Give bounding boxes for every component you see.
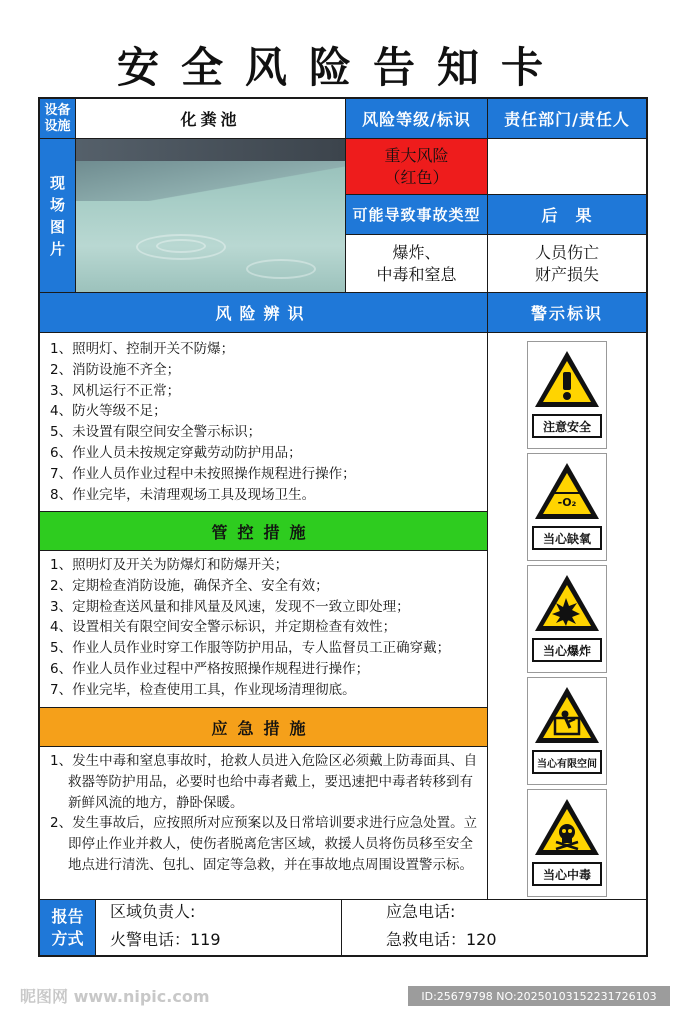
control-measures-title: 管控措施 <box>40 511 487 551</box>
watermark: 昵图网 www.nipic.com <box>20 987 210 1006</box>
list-item: 4、设置相关有限空间安全警示标识，并定期检查有效性； <box>50 619 397 636</box>
warning-signs-column <box>488 333 646 899</box>
list-item: 5、作业人员作业时穿工作服等防护用品，专人监督员工正确穿戴； <box>50 640 451 657</box>
warning-sign <box>527 453 607 561</box>
confined-space-icon <box>532 684 602 746</box>
explosion-icon <box>532 572 602 634</box>
exclamation-icon <box>532 348 602 410</box>
list-item: 3、定期检查送风量和排风量及风速，发现不一致立即处理； <box>50 598 410 615</box>
warning-sign-label: 当心中毒 <box>532 862 602 886</box>
responsible-header: 责任部门/责任人 <box>488 99 646 139</box>
risk-level-header: 风险等级/标识 <box>346 99 488 139</box>
facility-label <box>40 99 76 139</box>
consequence-line: 财产损失 <box>534 264 599 284</box>
report-label-line: 报告 <box>51 906 84 926</box>
svg-text:-O₂: -O₂ <box>557 496 577 509</box>
ambulance-phone: 急救电话：120 <box>386 930 497 949</box>
emergency-phone-label: 应急电话: <box>386 902 456 921</box>
list-item: 8、作业完毕，未清理观场工具及现场卫生。 <box>50 486 316 503</box>
list-item: 6、作业人员未按规定穿戴劳动防护用品； <box>50 444 302 461</box>
warning-sign <box>527 677 607 785</box>
facility-name: 化粪池 <box>76 99 346 139</box>
list-item: 1、发生中毒和窒息事故时，抢救人员进入危险区必须戴上防毒面具、自救器等防护用品，必要时也给中毒者戴上，要迅速把中毒者转移到有新鲜风流的地方，静卧保暖。 <box>50 753 478 811</box>
risk-identification-title: 风险辨识 <box>40 293 488 333</box>
list-item: 2、定期检查消防设施，确保齐全、安全有效； <box>50 577 329 594</box>
area-manager-label: 区域负责人: <box>110 902 196 921</box>
list-item: 1、照明灯、控制开关不防爆； <box>50 341 235 357</box>
emergency-measures-title: 应急措施 <box>40 707 487 747</box>
risk-identification-list <box>50 339 480 505</box>
left-column <box>40 333 488 899</box>
accident-type-line: 爆炸、 <box>392 242 441 262</box>
consequence-header: 后 果 <box>488 195 646 235</box>
list-item: 4、防火等级不足； <box>50 403 167 420</box>
control-measures-list <box>50 555 480 701</box>
list-item: 2、发生事故后，应按照所对应预案以及日常培训要求进行应急处置。立即停止作业并救人，使伤者脱离危害区域，救援人员将伤员移至安全地点进行清洗、包扎、固定等急救，并在事故地点周围设置警示标。 <box>50 815 478 873</box>
list-item: 3、风机运行不正常； <box>50 382 181 399</box>
skull-icon <box>532 796 602 858</box>
report-label-line: 方式 <box>51 928 84 948</box>
consequence-value <box>488 235 646 293</box>
fire-phone: 火警电话：119 <box>110 930 221 949</box>
page-title: 安全风险告知卡 <box>116 43 565 92</box>
facility-label-line: 设施 <box>44 118 71 134</box>
list-item: 7、作业完毕，检查使用工具，作业现场清理彻底。 <box>50 681 356 698</box>
warning-sign <box>527 341 607 449</box>
warning-sign-label: 注意安全 <box>532 414 602 438</box>
site-photo-label-char: 片 <box>49 239 65 258</box>
list-item: 7、作业人员作业过程中未按照操作规程进行操作； <box>50 465 356 482</box>
warning-sign-label: 当心缺氧 <box>532 526 602 550</box>
risk-card <box>38 97 648 957</box>
risk-level-color-text: （红色） <box>384 167 449 187</box>
report-right-cell <box>342 899 646 955</box>
image-id-badge: ID:25679798 NO:20250103152231726103 <box>408 986 670 1006</box>
report-method-label <box>40 899 96 955</box>
warning-sign <box>527 789 607 897</box>
site-photo-label-char: 现 <box>49 173 65 192</box>
consequence-line: 人员伤亡 <box>534 242 599 262</box>
site-photo-label-char: 图 <box>49 217 65 236</box>
warning-sign <box>527 565 607 673</box>
warning-sign-label: 当心爆炸 <box>532 638 602 662</box>
site-photo <box>76 139 346 293</box>
list-item: 5、未设置有限空间安全警示标识； <box>50 424 262 441</box>
list-item: 2、消防设施不齐全； <box>50 361 181 378</box>
list-item: 6、作业人员作业过程中严格按照操作规程进行操作； <box>50 660 370 677</box>
risk-level-text: 重大风险 <box>384 145 449 165</box>
risk-level-badge <box>346 139 488 195</box>
list-item: 1、照明灯及开关为防爆灯和防爆开关； <box>50 557 289 573</box>
warning-sign-label: 当心有限空间 <box>532 750 602 774</box>
accident-type-line: 中毒和窒息 <box>376 264 457 284</box>
report-left-cell <box>96 899 342 955</box>
oxygen-deficiency-icon <box>532 460 602 522</box>
site-photo-label-char: 场 <box>49 195 65 214</box>
accident-type-value <box>346 235 488 293</box>
responsible-value <box>488 139 646 195</box>
site-photo-label <box>40 139 76 293</box>
emergency-measures-list <box>50 751 480 876</box>
facility-label-line: 设备 <box>44 102 71 118</box>
accident-type-header: 可能导致事故类型 <box>346 195 488 235</box>
warning-signs-title: 警示标识 <box>488 293 646 333</box>
footer <box>0 980 682 1016</box>
